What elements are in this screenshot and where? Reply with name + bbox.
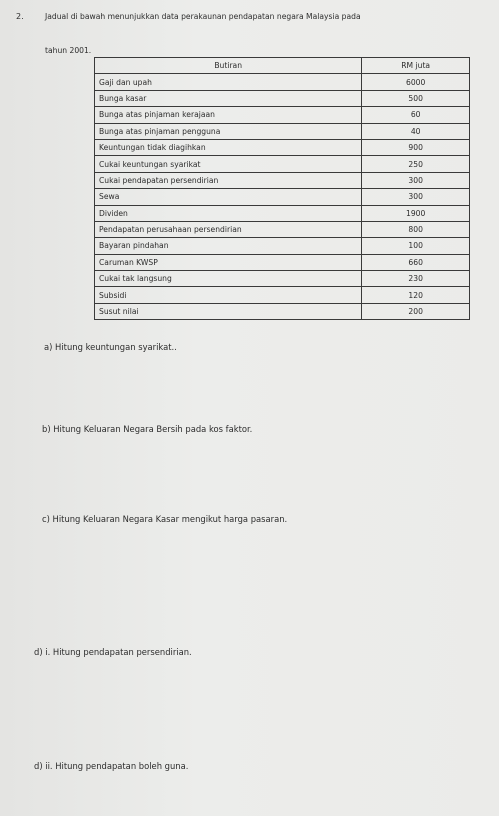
table-header-row [95, 58, 470, 74]
table-row [95, 189, 470, 205]
table-row [95, 205, 470, 221]
question-intro-line1: Jadual di bawah menunjukkan data perakaunan pendapatan negara Malaysia pada [45, 12, 361, 21]
subquestion-c: c) Hitung Keluaran Negara Kasar mengikut harga pasaran. [42, 514, 288, 524]
row-item: Cukai tak langsung [95, 271, 362, 287]
table-row [95, 287, 470, 303]
row-value: 1900 [362, 205, 470, 221]
accounting-data-table [94, 57, 470, 320]
row-value: 6000 [362, 74, 470, 90]
row-value: 800 [362, 221, 470, 237]
subquestion-a: a) Hitung keuntungan syarikat.. [44, 342, 177, 352]
table-row [95, 139, 470, 155]
row-item: Cukai pendapatan persendirian [95, 172, 362, 188]
row-item: Bunga atas pinjaman pengguna [95, 123, 362, 139]
subquestion-d-ii: d) ii. Hitung pendapatan boleh guna. [34, 761, 189, 771]
row-value: 300 [362, 189, 470, 205]
table-row [95, 107, 470, 123]
row-item: Bunga kasar [95, 90, 362, 106]
table-row [95, 238, 470, 254]
row-item: Cukai keuntungan syarikat [95, 156, 362, 172]
table-row [95, 156, 470, 172]
row-item: Keuntungan tidak diagihkan [95, 139, 362, 155]
row-item: Caruman KWSP [95, 254, 362, 270]
question-intro-line2: tahun 2001. [45, 46, 92, 55]
row-value: 250 [362, 156, 470, 172]
row-item: Dividen [95, 205, 362, 221]
row-item: Gaji dan upah [95, 74, 362, 90]
row-value: 300 [362, 172, 470, 188]
row-value: 100 [362, 238, 470, 254]
table-row [95, 254, 470, 270]
table-row [95, 90, 470, 106]
row-value: 200 [362, 303, 470, 319]
row-item: Pendapatan perusahaan persendirian [95, 221, 362, 237]
column-header-rm-juta: RM juta [362, 58, 470, 74]
table-row [95, 221, 470, 237]
row-value: 660 [362, 254, 470, 270]
table-row [95, 172, 470, 188]
row-item: Sewa [95, 189, 362, 205]
row-value: 900 [362, 139, 470, 155]
row-value: 230 [362, 271, 470, 287]
question-number: 2. [16, 12, 24, 21]
table-row [95, 74, 470, 90]
table-row [95, 123, 470, 139]
row-value: 40 [362, 123, 470, 139]
table-row [95, 303, 470, 319]
row-item: Susut nilai [95, 303, 362, 319]
subquestion-d-i: d) i. Hitung pendapatan persendirian. [34, 647, 192, 657]
column-header-butiran: Butiran [95, 58, 362, 74]
table-row [95, 271, 470, 287]
row-value: 60 [362, 107, 470, 123]
row-value: 500 [362, 90, 470, 106]
row-item: Bunga atas pinjaman kerajaan [95, 107, 362, 123]
row-item: Subsidi [95, 287, 362, 303]
row-value: 120 [362, 287, 470, 303]
row-item: Bayaran pindahan [95, 238, 362, 254]
subquestion-b: b) Hitung Keluaran Negara Bersih pada kos faktor. [42, 424, 253, 434]
